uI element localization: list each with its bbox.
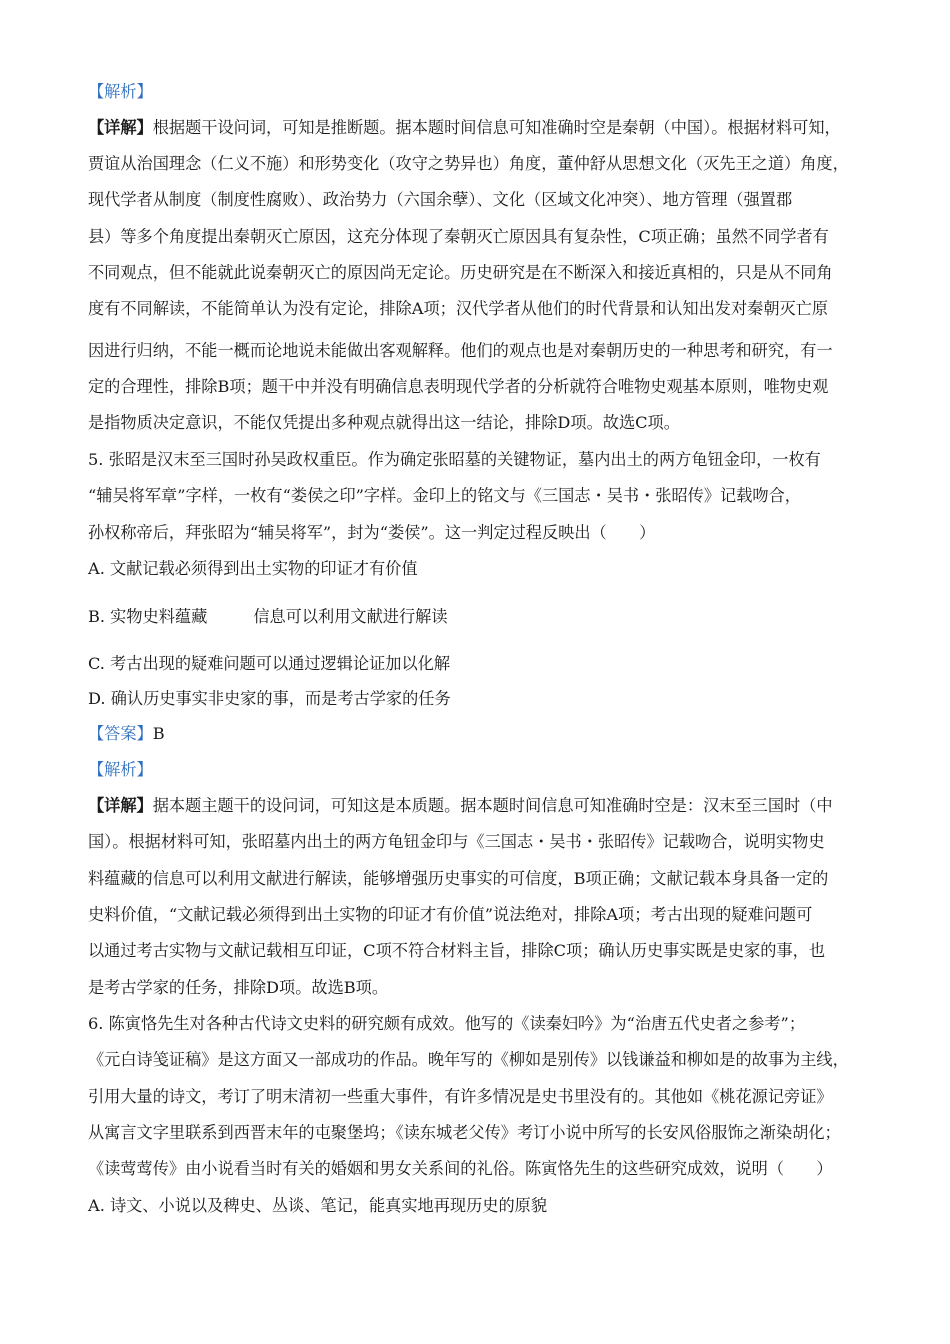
q6-stem-line: 6. 陈寅恪先生对各种古代诗文史料的研究颇有成效。他写的《读秦妇吟》为“治唐五代史者之参考”； (88, 1014, 806, 1033)
q4-text-line: 度有不同解读，不能简单认为没有定论，排除A项；汉代学者从他们的时代背景和认知出发对秦朝灭亡原 (88, 299, 829, 318)
q5-option-b (88, 606, 448, 628)
q6-stem-line: 《读莺莺传》由小说看当时有关的婚姻和男女关系间的礼俗。陈寅恪先生的这些研究成效，说明（ ） (88, 1159, 833, 1178)
q5-option-a: A. 文献记载必须得到出土实物的印证才有价值 (88, 559, 418, 578)
q5-detail-label: 【详解】 (88, 796, 153, 815)
q4-text-line: 现代学者从制度（制度性腐败）、政治势力（六国余孽）、文化（区域文化冲突）、地方管理（强置郡 (88, 190, 793, 209)
q4-detail-line-1 (88, 117, 841, 139)
q5-answer (88, 723, 165, 745)
q5-text-line: 以通过考古实物与文献记载相互印证，C项不符合材料主旨，排除C项；确认历史事实既是史家的事，也 (88, 941, 826, 960)
q4-text-line: 定的合理性，排除B项；题干中并没有明确信息表明现代学者的分析就符合唯物史观基本原则，唯物史观 (88, 377, 829, 396)
q5-option-b-part1: B. 实物史料蕴藏 (88, 607, 208, 626)
q4-jiexi-label: 【解析】 (88, 82, 153, 101)
q5-text-line: 国）。根据材料可知，张昭墓内出土的两方龟钮金印与《三国志・吴书・张昭传》记载吻合，说明实物史 (88, 832, 825, 851)
q4-text-line: 是指物质决定意识，不能仅凭提出多种观点就得出这一结论，排除D项。故选C项。 (88, 413, 680, 432)
q4-text-line: 因进行归纳，不能一概而论地说未能做出客观解释。他们的观点也是对秦朝历史的一种思考和研究，有一 (88, 341, 833, 360)
q5-detail-line-1 (88, 795, 833, 817)
q5-option-c: C. 考古出现的疑难问题可以通过逻辑论证加以化解 (88, 654, 451, 673)
q5-option-d: D. 确认历史事实非史家的事，而是考古学家的任务 (88, 689, 451, 708)
q5-option-b-part2: 信息可以利用文献进行解读 (253, 607, 448, 626)
q6-stem-line: 从寓言文字里联系到西晋末年的屯聚堡坞；《读东城老父传》考订小说中所写的长安风俗服饰之渐染胡化； (88, 1123, 841, 1142)
q4-text-line: 不同观点，但不能就此说秦朝灭亡的原因尚无定论。历史研究是在不断深入和接近真相的，只是从不同角 (88, 263, 833, 282)
q4-detail-label: 【详解】 (88, 118, 153, 137)
q4-text-line: 县）等多个角度提出秦朝灭亡原因，这充分体现了秦朝灭亡原因具有复杂性，C项正确；虽然不同学者有 (88, 227, 829, 246)
q5-stem-line: 孙权称帝后，拜张昭为“辅吴将军”，封为“娄侯”。这一判定过程反映出（ ） (88, 523, 656, 542)
q6-stem-line: 《元白诗笺证稿》是这方面又一部成功的作品。晚年写的《柳如是别传》以钱谦益和柳如是的故事为主线， (88, 1050, 849, 1069)
q6-option-a: A. 诗文、小说以及稗史、丛谈、笔记，能真实地再现历史的原貌 (88, 1196, 548, 1215)
q5-text-line: 史料价值，“文献记载必须得到出土实物的印证才有价值”说法绝对，排除A项；考古出现的疑难问题可 (88, 905, 813, 924)
q5-stem-line: 5. 张昭是汉末至三国时孙吴政权重臣。作为确定张昭墓的关键物证，墓内出土的两方龟钮金印，一枚有 (88, 450, 821, 469)
q6-stem-line: 引用大量的诗文，考订了明末清初一些重大事件，有许多情况是史书里没有的。其他如《桃花源记旁证》 (88, 1087, 833, 1106)
q5-text-line: 料蕴藏的信息可以利用文献进行解读，能够增强历史事实的可信度，B项正确；文献记载本身具备一定的 (88, 869, 829, 888)
q4-text-line: 贾谊从治国理念（仁义不施）和形势变化（攻守之势异也）角度，董仲舒从思想文化（灭先王之道）角度， (88, 154, 849, 173)
q5-text-line: 是考古学家的任务，排除D项。故选B项。 (88, 978, 389, 997)
q5-text-line: 据本题主题干的设问词，可知这是本质题。据本题时间信息可知准确时空是：汉末至三国时（中 (152, 796, 833, 815)
q5-jiexi-label: 【解析】 (88, 760, 153, 779)
q4-text-line: 根据题干设问词，可知是推断题。据本题时间信息可知准确时空是秦朝（中国）。根据材料可知， (152, 118, 841, 137)
q5-answer-value: B (152, 724, 165, 743)
q5-answer-label: 【答案】 (88, 724, 153, 743)
q5-stem-line: “辅吴将军章”字样，一枚有“娄侯之印”字样。金印上的铭文与《三国志・吴书・张昭传》记载吻合， (88, 486, 801, 505)
